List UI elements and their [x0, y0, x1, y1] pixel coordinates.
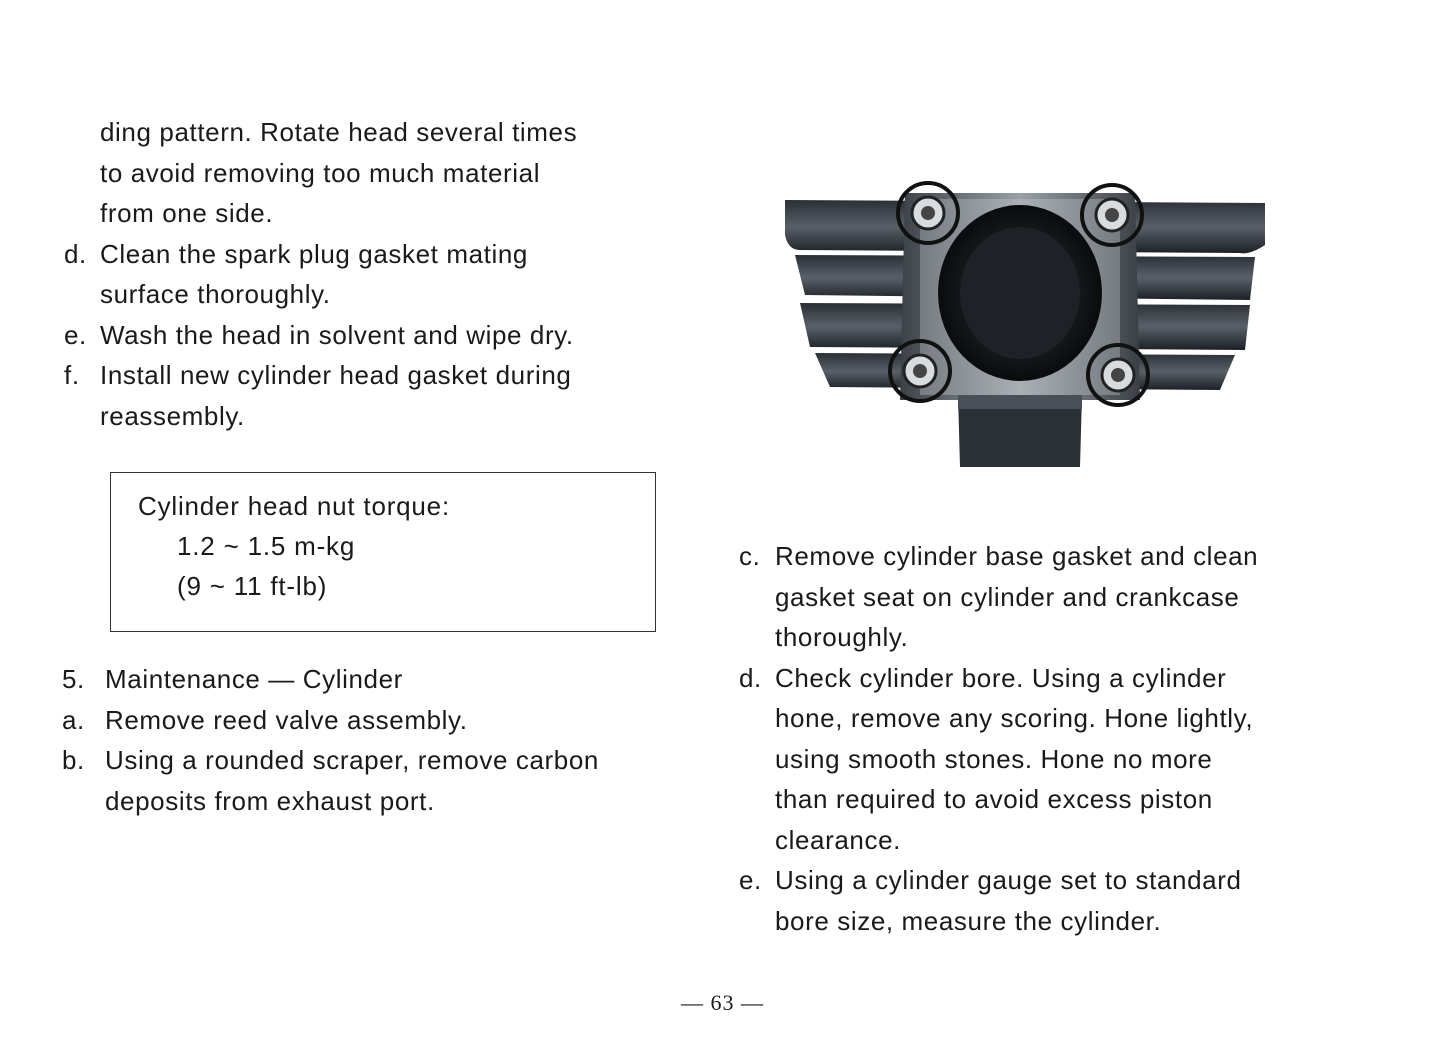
item-marker: f.: [64, 360, 80, 390]
item-marker: d.: [64, 238, 87, 269]
text-line: reassembly.: [100, 400, 245, 431]
text-line: Check cylinder bore. Using a cylinder: [775, 662, 1227, 693]
list-item-d: [60, 234, 680, 315]
text-line: clearance.: [775, 824, 901, 855]
list-item-a: [60, 700, 680, 741]
bore-inner: [960, 227, 1080, 359]
item-marker: e.: [739, 865, 762, 895]
text-line: Remove cylinder base gasket and clean: [775, 541, 1259, 571]
item-marker: d.: [739, 662, 762, 693]
item-marker: e.: [64, 319, 87, 350]
exhaust-flange: [958, 395, 1082, 409]
text-line: from one side.: [100, 198, 274, 228]
section-number: 5.: [62, 664, 85, 694]
list-item-c: [735, 536, 1365, 658]
text-line: hone, remove any scoring. Hone lightly,: [775, 703, 1254, 733]
left-column: [60, 112, 680, 436]
text-line: Using a cylinder gauge set to standard: [775, 865, 1242, 895]
text-line: Wash the head in solvent and wipe dry.: [100, 319, 574, 350]
text-line: using smooth stones. Hone no more: [775, 743, 1213, 774]
item-marker: b.: [62, 745, 85, 775]
torque-spec-box: [110, 472, 656, 632]
cylinder-photo: [780, 175, 1270, 475]
continuation-paragraph: [60, 112, 680, 234]
list-item-e: [60, 315, 680, 356]
spec-value-imperial: (9 ~ 11 ft-lb): [177, 571, 328, 601]
list-item-f: [60, 355, 680, 436]
list-item-b: [60, 740, 680, 821]
text-line: gasket seat on cylinder and crankcase: [775, 581, 1240, 612]
page-number: — 63 —: [681, 990, 764, 1015]
list-item-d: [735, 658, 1365, 861]
text-line: Remove reed valve assembly.: [105, 704, 468, 735]
text-line: Install new cylinder head gasket during: [100, 360, 572, 390]
maintenance-section: [60, 659, 680, 821]
spec-value-metric: 1.2 ~ 1.5 m-kg: [177, 531, 356, 561]
spec-label: Cylinder head nut torque:: [138, 491, 450, 521]
text-line: thoroughly.: [775, 622, 909, 652]
text-line: deposits from exhaust port.: [105, 785, 435, 816]
item-marker: c.: [739, 541, 761, 571]
text-line: ding pattern. Rotate head several times: [100, 117, 578, 147]
text-line: to avoid removing too much material: [100, 157, 541, 188]
text-line: surface thoroughly.: [100, 279, 331, 309]
text-line: Using a rounded scraper, remove carbon: [105, 745, 599, 775]
text-line: Clean the spark plug gasket mating: [100, 238, 528, 269]
section-heading: [60, 659, 680, 700]
item-marker: a.: [62, 704, 85, 735]
text-line: than required to avoid excess piston: [775, 784, 1213, 814]
section-title: Maintenance — Cylinder: [105, 664, 403, 694]
right-column: [735, 536, 1365, 941]
list-item-e: [735, 860, 1365, 941]
text-line: bore size, measure the cylinder.: [775, 905, 1162, 936]
